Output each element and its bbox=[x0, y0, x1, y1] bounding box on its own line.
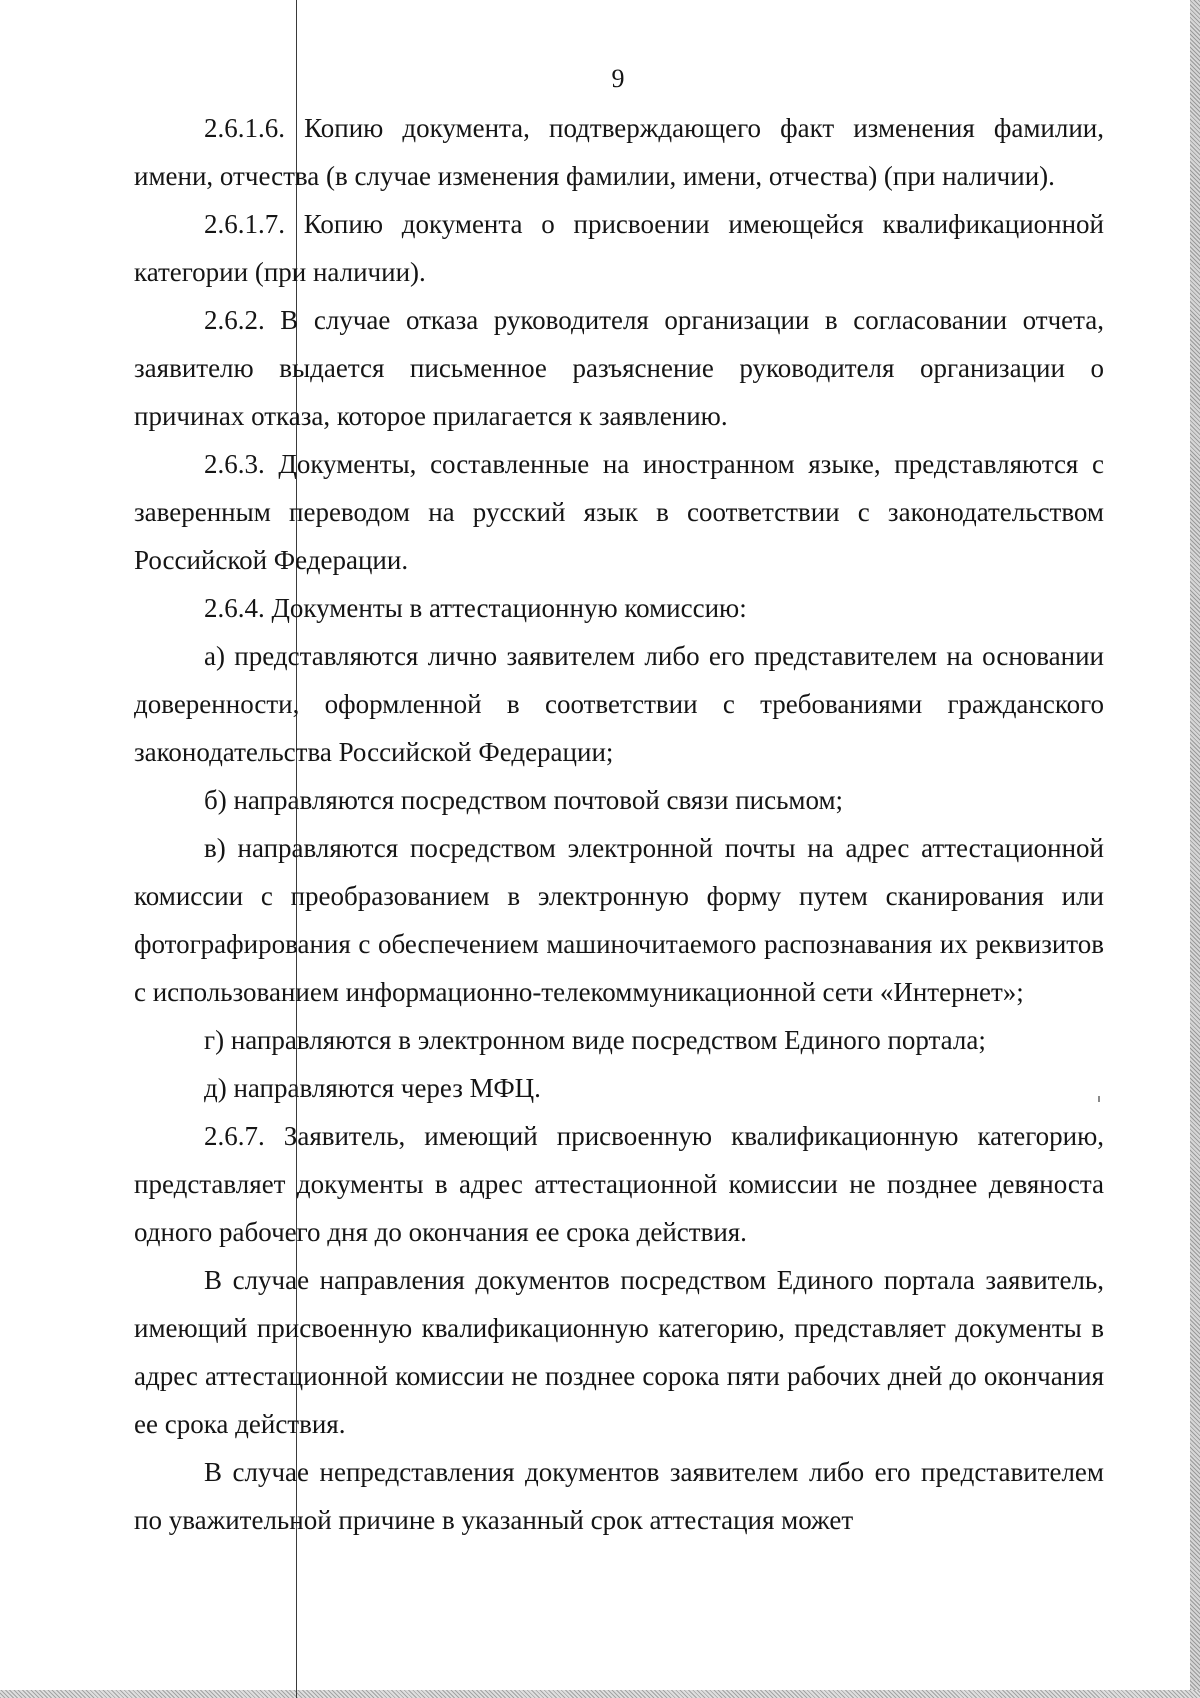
list-item-g: г) направляются в электронном виде посредством Единого портала; bbox=[204, 1025, 986, 1055]
document-body bbox=[134, 104, 1104, 1544]
list-item-v: в) направляются посредством электронной почты на адрес аттестационной комиссии с преобразованием в электронную форму путем сканирования или фотографирования с обеспечением машиночитаемого распознавания их реквизитов с использованием информационно-телекоммуникационной сети «Интернет»; bbox=[134, 833, 1104, 1007]
list-item-b: б) направляются посредством почтовой связи письмом; bbox=[204, 785, 844, 815]
page-number: 9 bbox=[611, 64, 625, 93]
paragraph-2-6-1-6: 2.6.1.6. Копию документа, подтверждающего факт изменения фамилии, имени, отчества (в случае изменения фамилии, имени, отчества) (при наличии). bbox=[134, 113, 1104, 191]
paragraph-non-submission: В случае непредставления документов заявителем либо его представителем по уважительной причине в указанный срок аттестация может bbox=[134, 1457, 1104, 1535]
paragraph-2-6-4: 2.6.4. Документы в аттестационную комиссию: bbox=[204, 593, 747, 623]
paragraph-2-6-7: 2.6.7. Заявитель, имеющий присвоенную квалификационную категорию, представляет документы в адрес аттестационной комиссии не позднее девяноста одного рабочего дня до окончания ее срока действия. bbox=[134, 1121, 1104, 1247]
list-item-d: д) направляются через МФЦ. bbox=[204, 1073, 541, 1103]
scan-edge-bottom bbox=[0, 1690, 1200, 1698]
list-item-a: а) представляются лично заявителем либо его представителем на основании доверенности, оформленной в соответствии с требованиями гражданского законодательства Российской Федерации; bbox=[134, 641, 1104, 767]
paragraph-2-6-1-7: 2.6.1.7. Копию документа о присвоении имеющейся квалификационной категории (при наличии). bbox=[134, 209, 1104, 287]
paragraph-2-6-3: 2.6.3. Документы, составленные на иностранном языке, представляются с заверенным переводом на русский язык в соответствии с законодательством Российской Федерации. bbox=[134, 449, 1104, 575]
paragraph-2-6-2: 2.6.2. В случае отказа руководителя организации в согласовании отчета, заявителю выдается письменное разъяснение руководителя организации о причинах отказа, которое прилагается к заявлению. bbox=[134, 305, 1104, 431]
paragraph-portal-submission: В случае направления документов посредством Единого портала заявитель, имеющий присвоенную квалификационную категорию, представляет документы в адрес аттестационной комиссии не позднее сорока пяти рабочих дней до окончания ее срока действия. bbox=[134, 1265, 1104, 1439]
scan-edge-right bbox=[1190, 0, 1200, 1698]
